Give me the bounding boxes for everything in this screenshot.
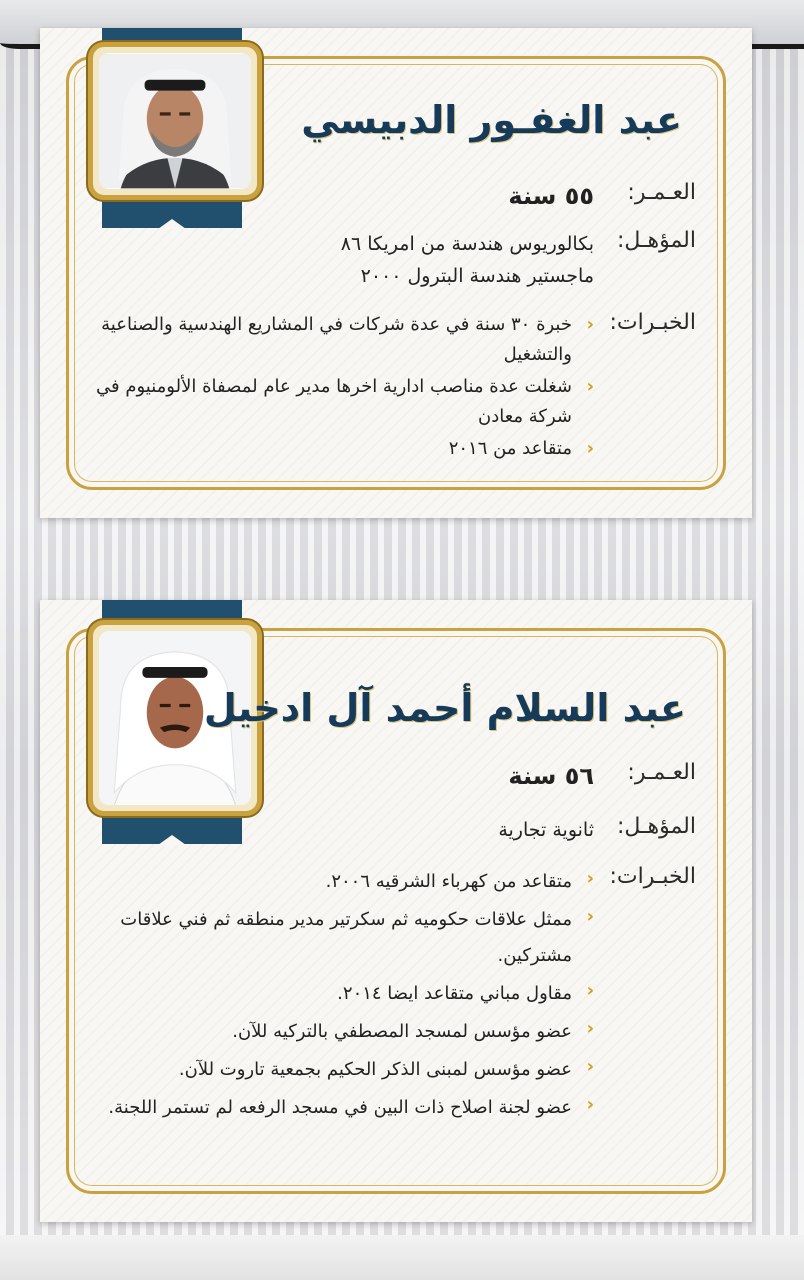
qualification-item: بكالوريوس هندسة من امريكا ٨٦ bbox=[340, 233, 594, 255]
experience-list bbox=[94, 310, 594, 466]
chevron-left-icon: ‹ bbox=[586, 1018, 594, 1039]
list-item: ‹ خبرة ٣٠ سنة في عدة شركات في المشاريع الهندسية والصناعية والتشغيل bbox=[101, 314, 594, 365]
qualification-label: المؤهـل: bbox=[616, 228, 696, 253]
age-row bbox=[508, 180, 696, 212]
experience-row bbox=[94, 310, 696, 466]
qualification-row bbox=[341, 228, 696, 292]
experience-label: الخبـرات: bbox=[609, 864, 696, 889]
age-value: ٥٥ سنة bbox=[508, 182, 594, 210]
experience-list bbox=[94, 864, 594, 1128]
qualification-item: ماجستير هندسة البترول ٢٠٠٠ bbox=[360, 265, 594, 287]
list-item: ‹ متقاعد من كهرباء الشرقيه ٢٠٠٦. bbox=[325, 868, 594, 892]
person-name: عبد الغفـور الدبيسي bbox=[301, 98, 682, 142]
chevron-left-icon: ‹ bbox=[586, 314, 594, 335]
list-item: ‹ ممثل علاقات حكوميه ثم سكرتير مدير منطقه ثم فني علاقات مشتركين. bbox=[120, 906, 594, 966]
portrait-frame bbox=[88, 42, 262, 200]
chevron-left-icon: ‹ bbox=[586, 438, 594, 459]
chevron-left-icon: ‹ bbox=[586, 1094, 594, 1115]
qualification-item: ثانوية تجارية bbox=[498, 819, 594, 841]
qualification-row bbox=[498, 814, 696, 846]
experience-row bbox=[94, 864, 696, 1128]
list-item: ‹ شغلت عدة مناصب ادارية اخرها مدير عام لمصفاة الألومنيوم في شركة معادن bbox=[96, 376, 594, 427]
person-name: عبد السلام أحمد آل ادخيل bbox=[203, 686, 686, 730]
experience-label: الخبـرات: bbox=[609, 310, 696, 335]
person-portrait-icon bbox=[99, 53, 251, 189]
bottom-band bbox=[0, 1235, 804, 1280]
list-item: ‹ عضو مؤسس لمبنى الذكر الحكيم بجمعية تاروت للآن. bbox=[178, 1056, 594, 1080]
age-label: العـمـر: bbox=[627, 180, 696, 205]
chevron-left-icon: ‹ bbox=[586, 1056, 594, 1077]
portrait-photo bbox=[99, 53, 251, 189]
chevron-left-icon: ‹ bbox=[586, 980, 594, 1001]
qualification-label: المؤهـل: bbox=[616, 814, 696, 839]
age-value: ٥٦ سنة bbox=[508, 762, 594, 790]
chevron-left-icon: ‹ bbox=[586, 906, 594, 927]
age-label: العـمـر: bbox=[627, 760, 696, 785]
chevron-left-icon: ‹ bbox=[586, 868, 594, 889]
list-item: ‹ متقاعد من ٢٠١٦ bbox=[448, 438, 594, 459]
chevron-left-icon: ‹ bbox=[586, 376, 594, 397]
profile-card-1 bbox=[40, 28, 752, 518]
age-row bbox=[508, 760, 696, 792]
profile-card-2 bbox=[40, 600, 752, 1222]
list-item: ‹ مقاول مباني متقاعد ايضا ٢٠١٤. bbox=[337, 980, 594, 1004]
list-item: ‹ عضو لجنة اصلاح ذات البين في مسجد الرفعه لم تستمر اللجنة. bbox=[108, 1094, 594, 1118]
list-item: ‹ عضو مؤسس لمسجد المصطفي بالتركيه للآن. bbox=[232, 1018, 594, 1042]
